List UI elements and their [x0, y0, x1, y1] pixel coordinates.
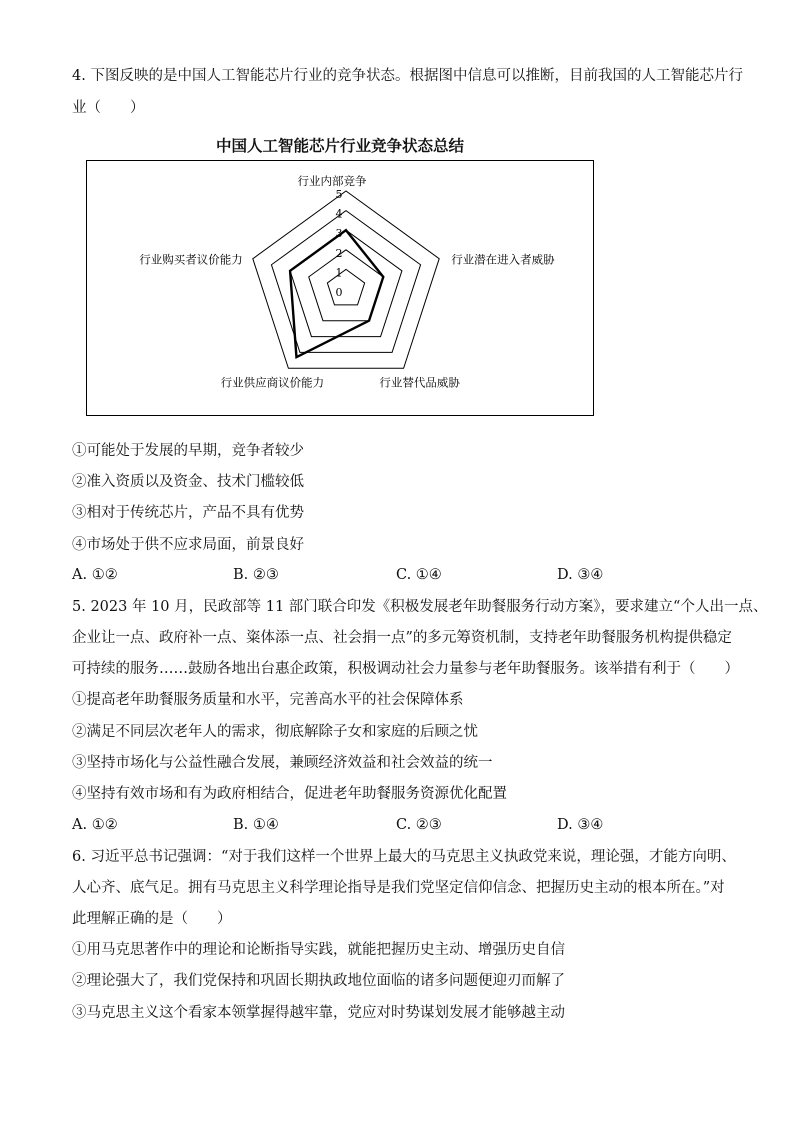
- q5-option-d[interactable]: D. ③④: [557, 817, 604, 833]
- q6-stem-line-2: 人心齐、底气足。拥有马克思主义科学理论指导是我们党坚定信仰信念、把握历史主动的根本所在。”对: [72, 880, 725, 896]
- radar-chart: [87, 161, 593, 415]
- radar-axis-label-2: 行业替代品威胁: [379, 375, 460, 390]
- q5-choice-1: ①提高老年助餐服务质量和水平，完善高水平的社会保障体系: [72, 692, 464, 708]
- q5-stem-line-2: 企业让一点、政府补一点、粢体添一点、社会捐一点”的多元筹资机制，支持老年助餐服务机构提供稳定: [72, 630, 732, 646]
- q5-option-c[interactable]: C. ②③: [396, 817, 442, 833]
- q5-stem-line-3: 可持续的服务……鼓励各地出台惠企政策，积极调动社会力量参与老年助餐服务。该举措有利于（ ）: [72, 661, 739, 677]
- chart-title: 中国人工智能芯片行业竞争状态总结: [215, 136, 464, 155]
- radar-axis-label-4: 行业购买者议价能力: [139, 252, 243, 267]
- radar-scale-label-3: 3: [335, 227, 343, 241]
- radar-grid-ring-5: [253, 191, 439, 368]
- q4-choice-4: ④市场处于供不应求局面，前景良好: [72, 537, 304, 553]
- radar-scale-label-1: 1: [335, 266, 343, 280]
- radar-scale-label-0: 0: [335, 286, 343, 299]
- radar-scale-label-5: 5: [335, 188, 343, 201]
- q4-choice-3: ③相对于传统芯片，产品不具有优势: [72, 505, 304, 521]
- q5-choice-3: ③坚持市场化与公益性融合发展，兼顾经济效益和社会效益的统一: [72, 755, 493, 771]
- q4-option-b[interactable]: B. ②③: [233, 567, 279, 583]
- q4-stem-line-2: 业（ ）: [72, 100, 145, 116]
- radar-axis-label-3: 行业供应商议价能力: [220, 375, 325, 390]
- q4-choice-2: ②准入资质以及资金、技术门槛较低: [72, 474, 304, 490]
- q5-choice-4: ④坚持有效市场和有为政府相结合，促进老年助餐服务资源优化配置: [72, 786, 507, 802]
- q5-option-a[interactable]: A. ①②: [72, 817, 118, 833]
- radar-grid-ring-1: [327, 269, 364, 304]
- q6-choice-1: ①用马克思著作中的理论和论断指导实践，就能把握历史主动、增强历史自信: [72, 942, 565, 958]
- q4-stem-line-1: 4. 下图反映的是中国人工智能芯片行业的竞争状态。根据图中信息可以推断，目前我国的人工智能芯片行: [72, 68, 743, 84]
- q4-option-a[interactable]: A. ①②: [72, 567, 118, 583]
- q4-option-c[interactable]: C. ①④: [396, 567, 442, 583]
- q6-stem-line-3: 此理解正确的是（ ）: [72, 911, 232, 927]
- q6-stem-line-1: 6. 习近平总书记强调：“对于我们这样一个世界上最大的马克思主义执政党来说，理论强，才能方向明、: [72, 849, 736, 865]
- radar-chart-frame: [86, 160, 594, 416]
- radar-scale-label-4: 4: [335, 207, 343, 221]
- q5-stem-line-1: 5. 2023 年 10 月，民政部等 11 部门联合印发《积极发展老年助餐服务行动方案》，要求建立“个人出一点、: [72, 599, 768, 615]
- radar-scale-labels: [336, 188, 343, 299]
- radar-axis-label-1: 行业潜在进入者威胁: [451, 252, 555, 267]
- q5-choice-2: ②满足不同层次老年人的需求，彻底解除子女和家庭的后顾之忧: [72, 724, 478, 740]
- q4-option-d[interactable]: D. ③④: [557, 567, 604, 583]
- radar-axis-label-0: 行业内部竞争: [297, 174, 367, 188]
- q4-choice-1: ①可能处于发展的早期，竞争者较少: [72, 443, 304, 459]
- q6-choice-2: ②理论强大了，我们党保持和巩固长期执政地位面临的诸多问题便迎刃而解了: [72, 973, 565, 989]
- radar-scale-label-2: 2: [335, 246, 343, 260]
- q6-choice-3: ③马克思主义这个看家本领掌握得越牢靠，党应对时势谋划发展才能够越主动: [72, 1005, 565, 1021]
- radar-axis-labels: [139, 174, 555, 389]
- radar-grid: [253, 191, 439, 368]
- q5-option-b[interactable]: B. ①④: [233, 817, 279, 833]
